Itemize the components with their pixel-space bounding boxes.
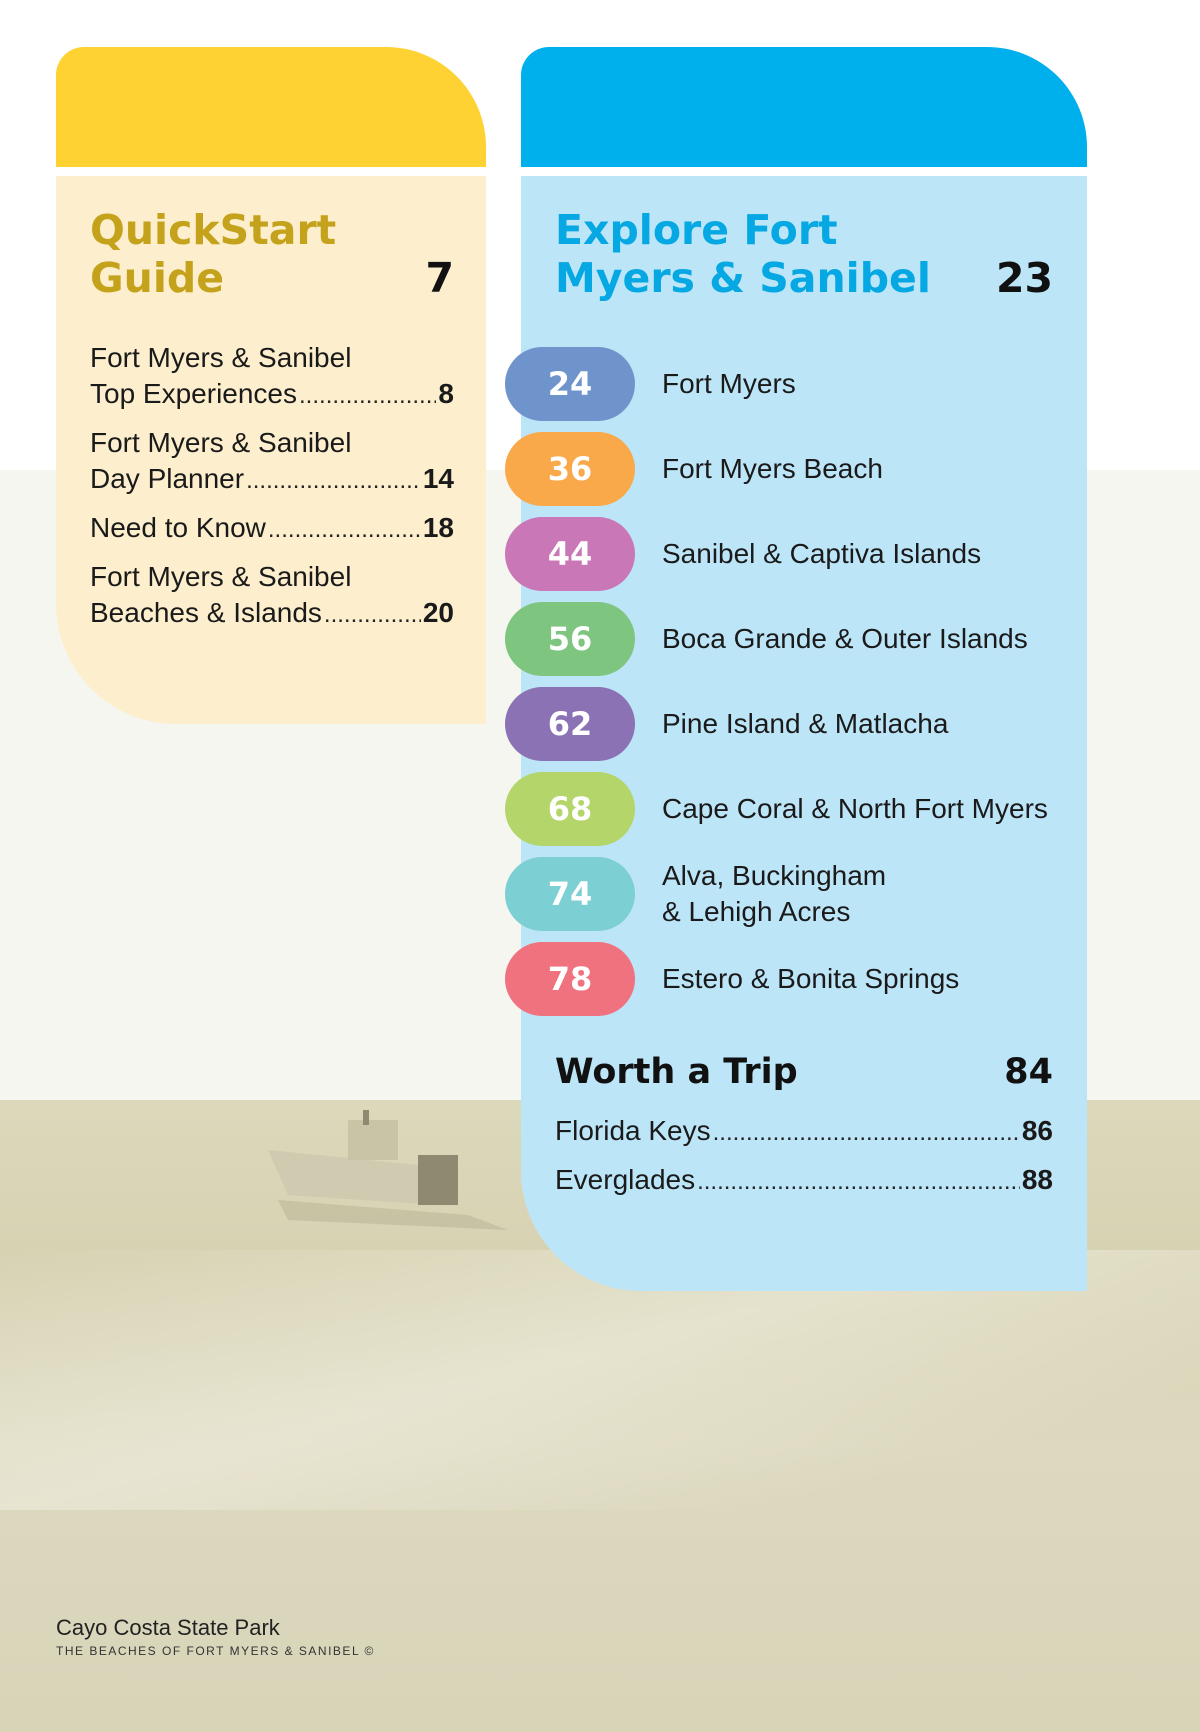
chapter-pine-island[interactable] xyxy=(505,687,1065,761)
quickstart-tab xyxy=(56,47,486,167)
chapter-label: Boca Grande & Outer Islands xyxy=(662,623,1028,654)
toc-entry-page: 8 xyxy=(438,378,454,409)
chapter-label: Cape Coral & North Fort Myers xyxy=(662,793,1048,824)
toc-entry-label: Top Experiences xyxy=(90,378,298,409)
chapter-fort-myers-beach[interactable] xyxy=(505,432,1065,506)
toc-entry-florida-keys[interactable] xyxy=(555,1113,1053,1151)
caption-credit: THE BEACHES OF FORT MYERS & SANIBEL © xyxy=(56,1644,375,1658)
chapter-page-badge: 68 xyxy=(505,772,635,846)
boat-image xyxy=(268,1110,518,1250)
dot-leader xyxy=(246,463,421,499)
toc-entry-beaches-islands[interactable] xyxy=(90,559,454,633)
toc-entry-label: Beaches & Islands xyxy=(90,597,322,628)
worth-a-trip-list xyxy=(555,1113,1053,1211)
explore-page-number: 23 xyxy=(995,254,1053,302)
dot-leader xyxy=(268,512,421,548)
caption-title: Cayo Costa State Park xyxy=(56,1615,280,1640)
toc-entry-need-to-know[interactable] xyxy=(90,510,454,548)
chapter-alva-buckingham[interactable] xyxy=(505,857,1065,931)
toc-entry-page: 14 xyxy=(422,463,454,494)
chapter-page-badge: 56 xyxy=(505,602,635,676)
dot-leader xyxy=(713,1115,1020,1151)
toc-entry-page: 18 xyxy=(422,512,454,543)
chapter-boca-grande[interactable] xyxy=(505,602,1065,676)
toc-entry-line: Fort Myers & Sanibel xyxy=(90,427,352,458)
chapter-label: Pine Island & Matlacha xyxy=(662,708,949,739)
chapter-label: Fort Myers xyxy=(662,368,796,399)
chapter-estero-bonita[interactable] xyxy=(505,942,1065,1016)
toc-entry-page: 88 xyxy=(1021,1164,1053,1195)
chapter-label: Fort Myers Beach xyxy=(662,453,883,484)
dot-leader xyxy=(324,597,421,633)
quickstart-title: QuickStart Guide xyxy=(90,206,337,302)
toc-entry-page: 20 xyxy=(422,597,454,628)
worth-a-trip-title: Worth a Trip xyxy=(555,1052,798,1092)
chapter-page-badge: 62 xyxy=(505,687,635,761)
dot-leader xyxy=(299,378,436,414)
chapter-label: Sanibel & Captiva Islands xyxy=(662,538,982,569)
worth-a-trip-heading xyxy=(555,1052,1053,1092)
chapter-sanibel-captiva[interactable] xyxy=(505,517,1065,591)
toc-entry-label: Day Planner xyxy=(90,463,245,494)
toc-entry-label: Everglades xyxy=(555,1164,696,1195)
chapter-label: Estero & Bonita Springs xyxy=(662,963,960,994)
quickstart-list xyxy=(90,340,454,644)
worth-a-trip-page: 84 xyxy=(1004,1052,1053,1092)
chapter-label: Alva, Buckingham & Lehigh Acres xyxy=(662,860,887,927)
toc-entry-line: Fort Myers & Sanibel xyxy=(90,342,352,373)
explore-title: Explore Fort Myers & Sanibel xyxy=(555,206,931,302)
chapter-page-badge: 44 xyxy=(505,517,635,591)
photo-caption xyxy=(56,1615,375,1658)
toc-entry-page: 86 xyxy=(1021,1115,1053,1146)
quickstart-page-number: 7 xyxy=(425,254,454,302)
chapter-cape-coral[interactable] xyxy=(505,772,1065,846)
toc-entry-day-planner[interactable] xyxy=(90,425,454,499)
toc-entry-everglades[interactable] xyxy=(555,1162,1053,1200)
dot-leader xyxy=(697,1164,1020,1200)
toc-entry-label: Florida Keys xyxy=(555,1115,711,1146)
quickstart-panel xyxy=(56,176,486,724)
chapter-page-badge: 36 xyxy=(505,432,635,506)
chapter-page-badge: 24 xyxy=(505,347,635,421)
toc-entry-line: Fort Myers & Sanibel xyxy=(90,561,352,592)
chapter-fort-myers[interactable] xyxy=(505,347,1065,421)
toc-entry-label: Need to Know xyxy=(90,512,266,543)
chapter-page-badge: 78 xyxy=(505,942,635,1016)
toc-entry-top-experiences[interactable] xyxy=(90,340,454,414)
chapter-page-badge: 74 xyxy=(505,857,635,931)
explore-tab xyxy=(521,47,1087,167)
